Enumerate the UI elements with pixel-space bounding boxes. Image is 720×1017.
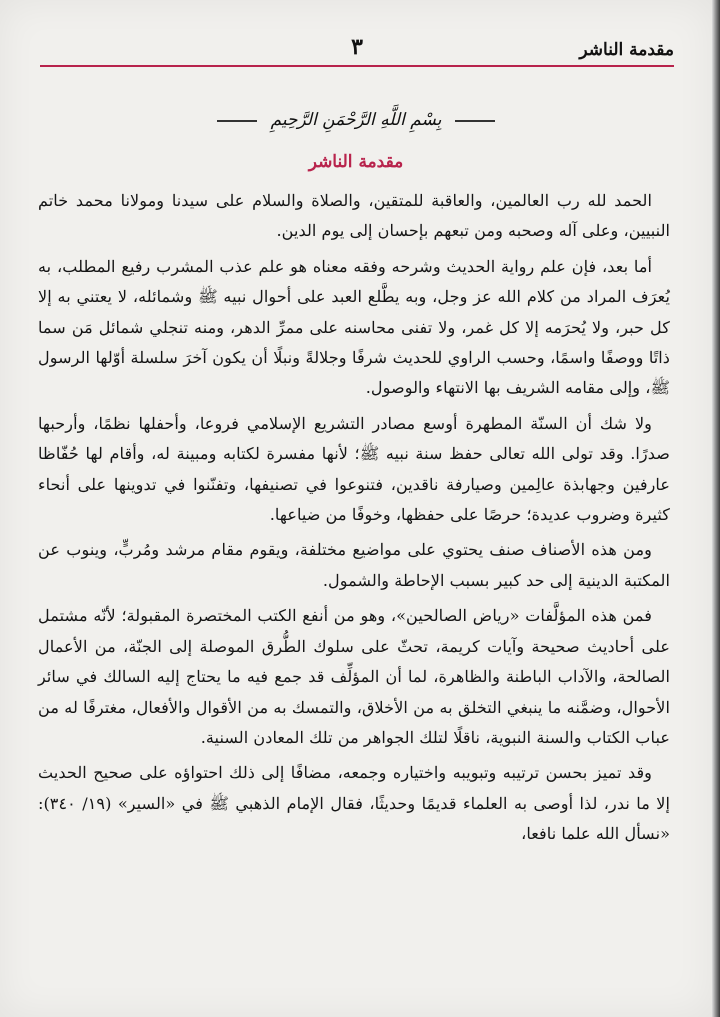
ornament-left [217,120,257,122]
section-title: مقدمة الناشر [308,152,404,172]
ornament-right [455,120,495,122]
page-header [40,30,674,66]
paragraph: الحمد لله رب العالمين، والعاقبة للمتقين، والصلاة والسلام على سيدنا ومولانا محمد خاتم النبيين، وعلى آله وصحبه ومن تبعهم بإحسان إلى يوم الدين. [38,191,670,241]
basmala [0,110,712,130]
page-number: ٣ [351,34,363,60]
page-edge [712,0,720,1017]
header-rule [40,65,674,67]
paragraph: فمن هذه المؤلَّفات «رياض الصالحين»، وهو من أنفع الكتب المختصرة المقبولة؛ لأنّه مشتمل على أحاديث صحيحة وآيات كريمة، تحثّ على سلوك الطُّرق الموصلة إلى الجنّة، من الأعمال الصالحة، والآداب الباطنة والظاهرة، لما أن المؤلِّف قد جمع فيه ما يحتاج إليه السالك في سائر الأحوال، وضمَّنه ما ينبغي التخلق به من الأخلاق، والتمسك به من الأقوال والأفعال، مغترفًا له من عباب الكتاب والسنة النبوية، ناقلًا لتلك الجواهر من تلك المعادن السنية. [38,606,670,747]
basmala-text: بِسْمِ اللَّهِ الرَّحْمَنِ الرَّحِيمِ [270,110,442,130]
paragraph: أما بعد، فإن علم رواية الحديث وشرحه وفقه معناه هو علم عذب المشرب رفيع المطلب، به يُعرَف المراد من كلام الله عز وجل، وبه يطَّلع العبد على أحوال نبيه ﷺ وشمائله، لا يعتني به إلا كل حبر، ولا يُحرَمه إلا كل غمر، ولا تفنى محاسنه على ممرِّ الدهر، ومنه تنجلي شمائل مَن سما ذاتًا ووصفًا واسمًا، وحسب الراوي للحديث شرفًا وجلالةً ونبلًا أن يكون آخرَ سلسلة أوّلها الرسول ﷺ، وإلى مقامه الشريف بها الانتهاء والوصول. [38,256,670,398]
paragraph: ومن هذه الأصناف صنف يحتوي على مواضيع مختلفة، ويقوم مقام مرشد ومُربٍّ، وينوب عن المكتبة الدينية إلى حد كبير بسبب الإحاطة والشمول. [38,540,670,590]
body-text [38,186,670,855]
paragraph: وقد تميز بحسن ترتيبه وتبويبه واختياره وجمعه، مضافًا إلى ذلك احتواؤه على صحيح الحديث إلا ما ندر، لذا أوصى به العلماء قديمًا وحديثًا، فقال الإمام الذهبي ﷺ في «السير» (١٩/ ٣٤٠): «نسأل الله علما نافعا، [38,763,670,844]
paragraph: ولا شك أن السنّة المطهرة أوسع مصادر التشريع الإسلامي فروعا، وأحفلها نظمًا، وأرحبها صدرًا. وقد تولى الله تعالى حفظ سنة نبيه ﷺ؛ لأنها مفسرة لكتابه ومبينة له، وأقام لها حُفّاظا عارفين وجهابذة عالِمين وصيارفة ناقدين، فتنوعوا في تصنيفها، وتفنّنوا في تدوينها على أنحاء كثيرة وضروب عديدة؛ حرصًا على حفظها، وخوفًا من ضياعها. [38,413,670,525]
running-title: مقدمة الناشر [579,40,674,60]
